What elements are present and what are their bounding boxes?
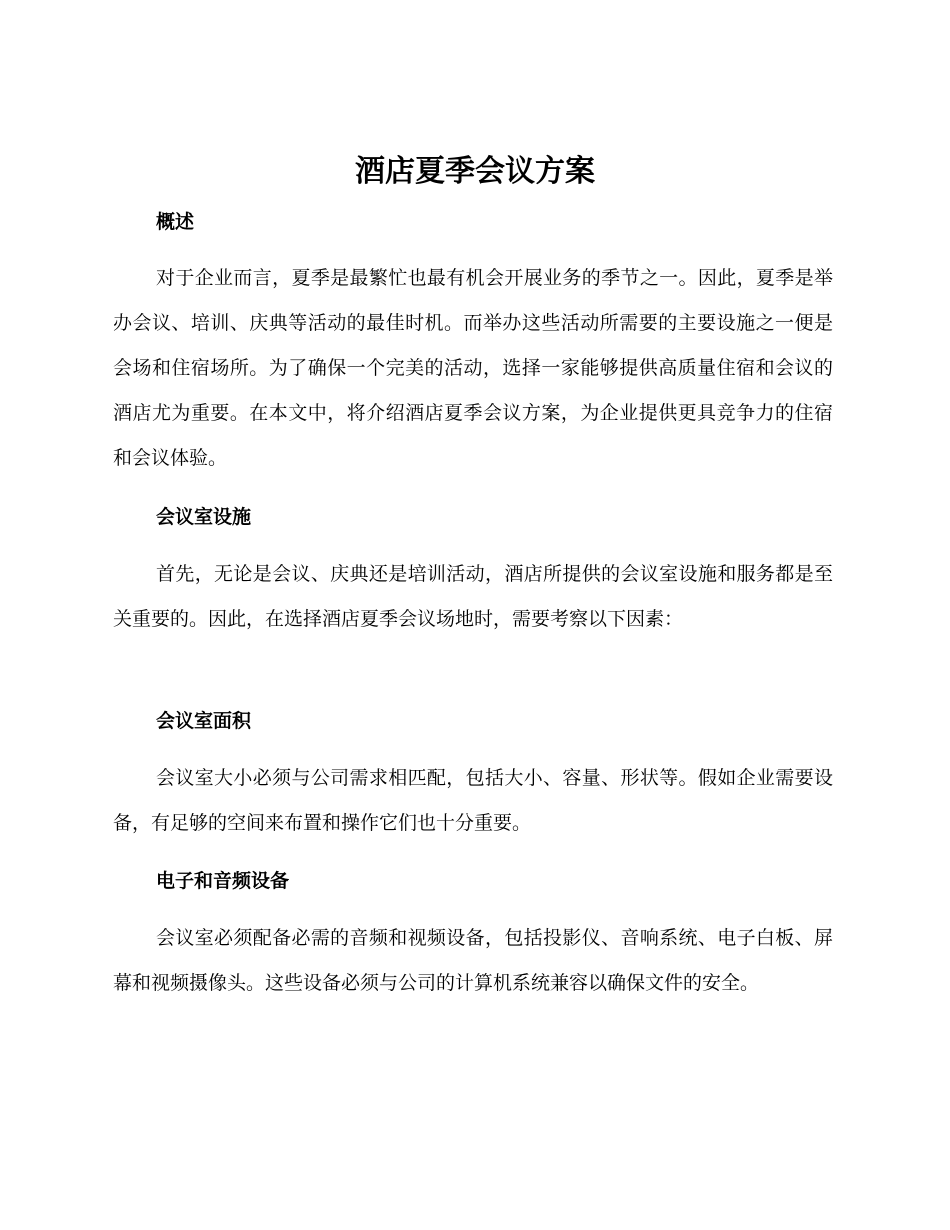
section-paragraph-overview: 对于企业而言，夏季是最繁忙也最有机会开展业务的季节之一。因此，夏季是举办会议、培训、庆典等活动的最佳时机。而举办这些活动所需要的主要设施之一便是会场和住宿场所。为了确保一个完美的活动，选择一家能够提供高质量住宿和会议的酒店尤为重要。在本文中，将介绍酒店夏季会议方案，为企业提供更具竞争力的住宿和会议体验。: [113, 267, 833, 469]
section-heading-room-size: 会议室面积: [156, 710, 252, 732]
document-title: 酒店夏季会议方案: [355, 154, 595, 189]
section-paragraph-av-equipment: 会议室必须配备必需的音频和视频设备，包括投影仪、音响系统、电子白板、屏幕和视频摄像头。这些设备必须与公司的计算机系统兼容以确保文件的安全。: [113, 927, 833, 994]
section-paragraph-meeting-facilities: 首先，无论是会议、庆典还是培训活动，酒店所提供的会议室设施和服务都是至关重要的。因此，在选择酒店夏季会议场地时，需要考察以下因素：: [113, 563, 833, 630]
section-heading-av-equipment: 电子和音频设备: [156, 870, 290, 892]
section-paragraph-room-size: 会议室大小必须与公司需求相匹配，包括大小、容量、形状等。假如企业需要设备，有足够的空间来布置和操作它们也十分重要。: [113, 767, 833, 834]
section-heading-overview: 概述: [156, 211, 195, 233]
section-heading-meeting-facilities: 会议室设施: [156, 506, 252, 528]
